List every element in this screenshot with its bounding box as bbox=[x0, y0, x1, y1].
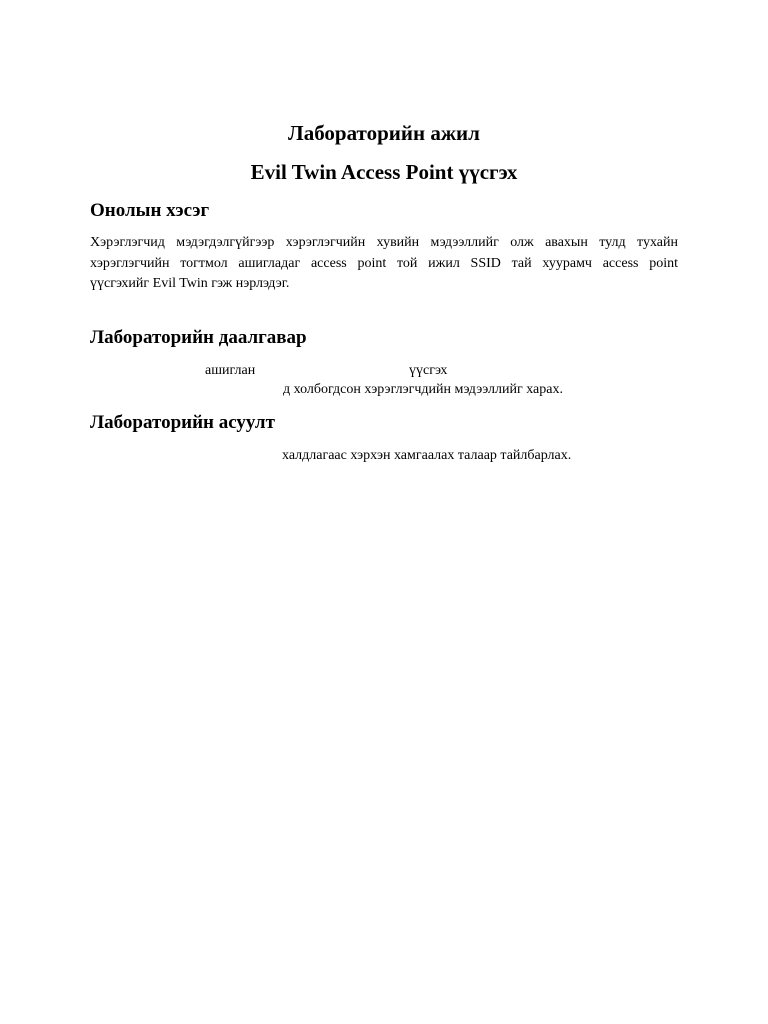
question-text-fragment: халдлагаас хэрхэн хамгаалах талаар тайлбарлах. bbox=[282, 448, 572, 463]
document-subtitle: Evil Twin Access Point үүсгэх bbox=[250, 160, 518, 184]
theory-paragraph bbox=[90, 233, 678, 295]
theory-paragraph-line: үүсгэхийг Evil Twin гэж нэрлэдэг. bbox=[90, 276, 290, 291]
theory-paragraph-line: Хэрэглэгчид мэдэгдэлгүйгээр хэрэглэгчийн хувийн мэдээллийг олж авахын тулд тухайн bbox=[90, 235, 678, 250]
document-title: Лабораторийн ажил bbox=[288, 121, 480, 145]
theory-section-heading: Онолын хэсэг bbox=[90, 200, 210, 221]
question-section-heading: Лабораторийн асуулт bbox=[90, 412, 275, 433]
task-text-fragment: ашиглан bbox=[205, 363, 256, 378]
task-text-fragment: д холбогдсон хэрэглэгчдийн мэдээллийг харах. bbox=[283, 382, 563, 397]
task-section-heading: Лабораторийн даалгавар bbox=[90, 327, 307, 348]
theory-paragraph-line: хэрэглэгчийн тогтмол ашигладаг access point той ижил SSID тай хуурамч access point bbox=[90, 255, 678, 271]
task-text-fragment: үүсгэх bbox=[409, 363, 448, 378]
